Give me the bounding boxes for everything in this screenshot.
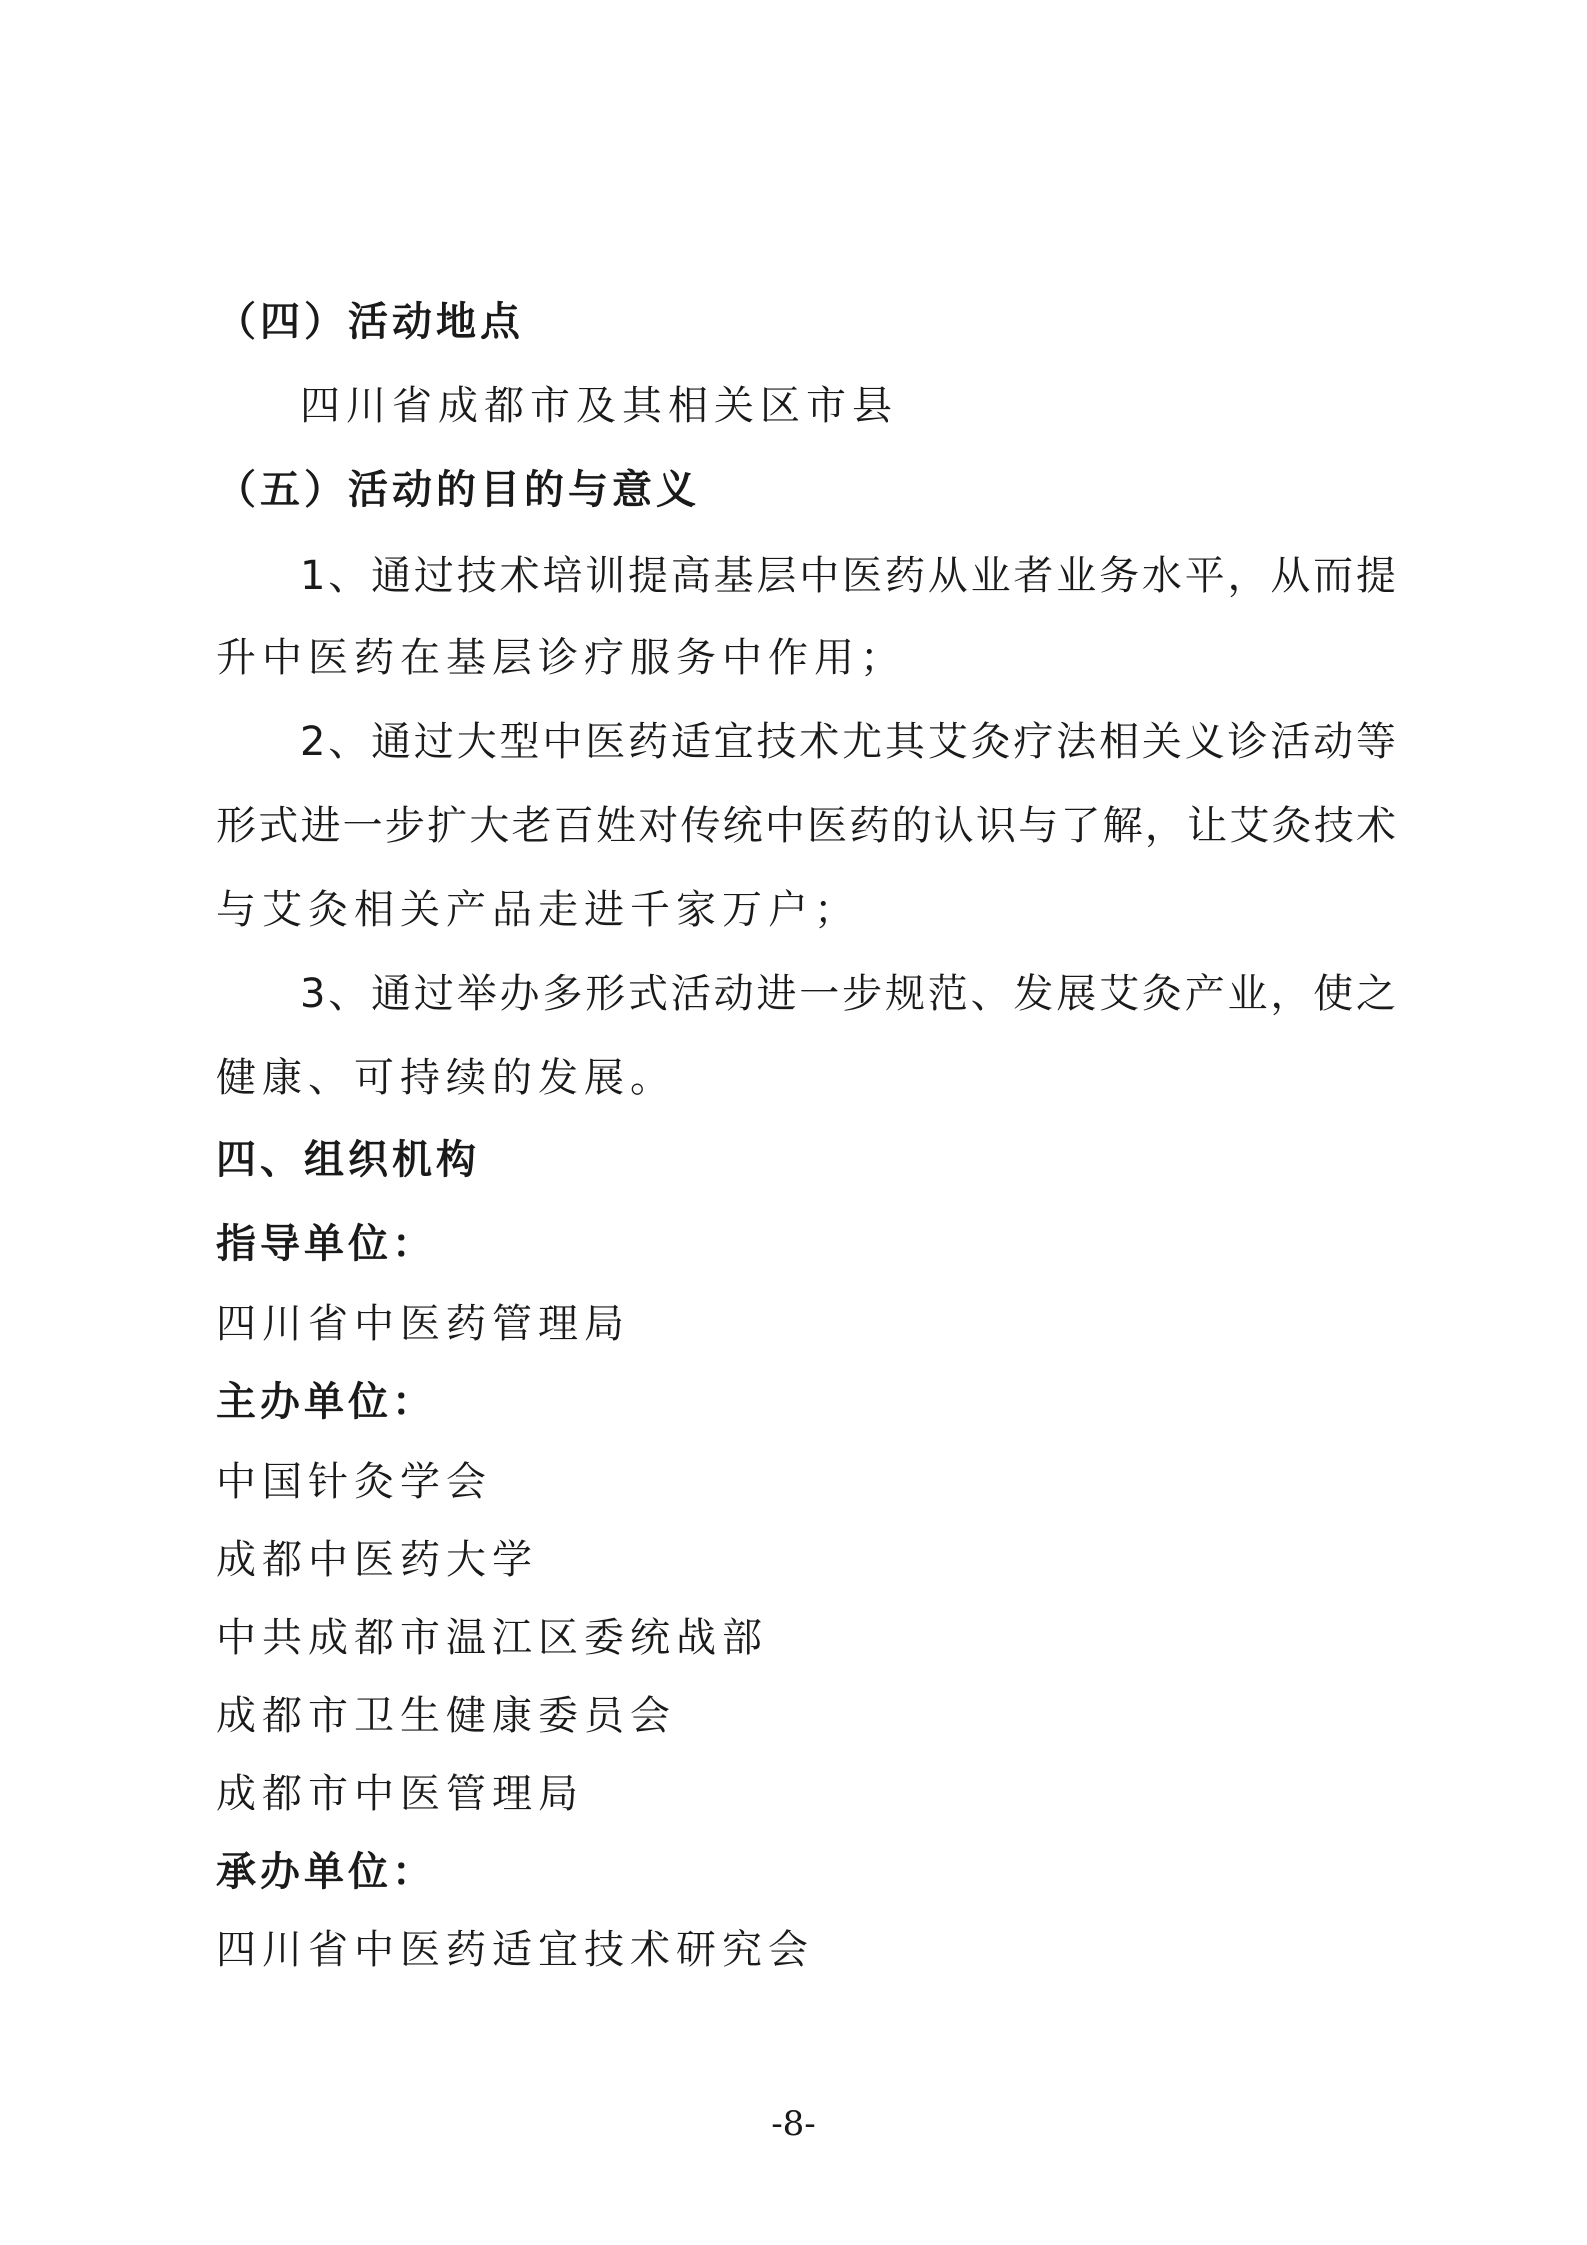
purpose-item-2-line-3: 与艾灸相关产品走进千家万户； [216, 887, 860, 933]
purpose-item-1-line-1: 1、通过技术培训提高基层中医药从业者业务水平，从而提 [300, 553, 1396, 599]
guide-unit: 四川省中医药管理局 [216, 1301, 630, 1347]
org-heading: 四、组织机构 [216, 1137, 480, 1183]
host-unit: 成都中医药大学 [216, 1537, 538, 1583]
purpose-item-3-line-1: 3、通过举办多形式活动进一步规范、发展艾灸产业，使之 [300, 971, 1396, 1017]
purpose-item-1-line-2: 升中医药在基层诊疗服务中作用； [216, 635, 906, 681]
organizer-unit: 四川省中医药适宜技术研究会 [216, 1927, 814, 1973]
organizer-label: 承办单位： [216, 1849, 436, 1895]
purpose-item-2-line-1: 2、通过大型中医药适宜技术尤其艾灸疗法相关义诊活动等 [300, 719, 1396, 765]
host-unit: 中国针灸学会 [216, 1459, 492, 1505]
guide-label: 指导单位： [216, 1221, 436, 1267]
host-label: 主办单位： [216, 1379, 436, 1425]
page-number: -8- [771, 2104, 816, 2144]
purpose-heading: （五）活动的目的与意义 [216, 467, 700, 513]
purpose-item-3-line-2: 健康、可持续的发展。 [216, 1055, 676, 1101]
location-text: 四川省成都市及其相关区市县 [300, 383, 898, 429]
host-unit: 中共成都市温江区委统战部 [216, 1615, 768, 1661]
host-unit: 成都市中医管理局 [216, 1771, 584, 1817]
host-unit: 成都市卫生健康委员会 [216, 1693, 676, 1739]
location-heading: （四）活动地点 [216, 299, 524, 345]
purpose-item-2-line-2: 形式进一步扩大老百姓对传统中医药的认识与了解，让艾灸技术 [216, 803, 1396, 849]
